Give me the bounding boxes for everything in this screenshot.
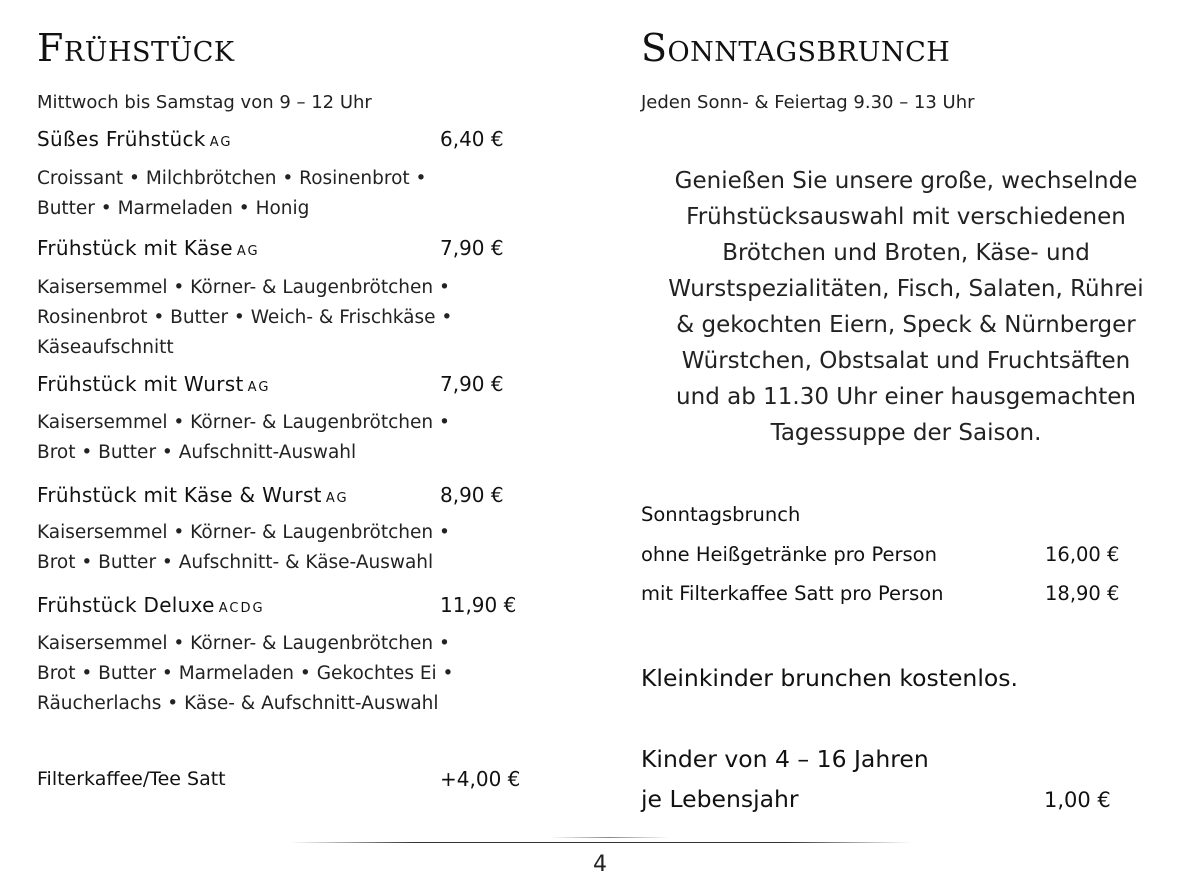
menu-item-title bbox=[37, 593, 265, 617]
brunch-hours: Jeden Sonn- & Feiertag 9.30 – 13 Uhr bbox=[641, 92, 975, 113]
menu-item-price: 7,90 € bbox=[440, 372, 504, 396]
intro-line: Genießen Sie unsere große, wechselnde bbox=[674, 168, 1138, 194]
allergen-codes: AG bbox=[247, 380, 271, 395]
menu-item-title bbox=[37, 372, 270, 396]
description-line: Rosinenbrot • Butter • Weich- & Frischkäse • bbox=[37, 307, 453, 328]
brunch-title: Sonntagsbrunch bbox=[641, 26, 951, 70]
intro-line: Frühstücksauswahl mit verschiedenen bbox=[686, 204, 1126, 230]
description-line: Brot • Butter • Aufschnitt- & Käse-Auswahl bbox=[37, 552, 434, 573]
brunch-description bbox=[641, 163, 1171, 451]
page-number: 4 bbox=[593, 852, 607, 877]
intro-line: Brötchen und Broten, Käse- und bbox=[722, 240, 1090, 266]
intro-line: Tagessuppe der Saison. bbox=[770, 420, 1042, 446]
menu-item-name: Frühstück Deluxe bbox=[37, 593, 215, 617]
description-line: Käseaufschnitt bbox=[37, 337, 174, 358]
menu-item-description bbox=[37, 164, 426, 224]
allergen-codes: AG bbox=[236, 244, 260, 259]
page-divider-accent bbox=[550, 837, 670, 838]
allergen-codes: AG bbox=[325, 491, 349, 506]
extra-drink-price: +4,00 € bbox=[440, 767, 521, 791]
menu-item-name: Süßes Frühstück bbox=[37, 127, 206, 151]
description-line: Kaisersemmel • Körner- & Laugenbrötchen • bbox=[37, 522, 450, 543]
menu-item-price: 11,90 € bbox=[440, 593, 517, 617]
breakfast-hours: Mittwoch bis Samstag von 9 – 12 Uhr bbox=[37, 92, 372, 113]
menu-item-name: Frühstück mit Wurst bbox=[37, 372, 244, 396]
menu-item-description bbox=[37, 518, 450, 578]
description-line: Kaisersemmel • Körner- & Laugenbrötchen • bbox=[37, 633, 450, 654]
toddlers-note: Kleinkinder brunchen kostenlos. bbox=[641, 664, 1018, 692]
description-line: Kaisersemmel • Körner- & Laugenbrötchen • bbox=[37, 277, 450, 298]
breakfast-title: Frühstück bbox=[37, 26, 235, 70]
description-line: Kaisersemmel • Körner- & Laugenbrötchen • bbox=[37, 412, 450, 433]
kids-price-value: 1,00 € bbox=[1044, 788, 1111, 812]
extra-drink-label: Filterkaffee/Tee Satt bbox=[37, 768, 226, 790]
description-line: Brot • Butter • Aufschnitt-Auswahl bbox=[37, 442, 357, 463]
kids-age-note: Kinder von 4 – 16 Jahren bbox=[641, 745, 929, 773]
menu-item-name: Frühstück mit Käse & Wurst bbox=[37, 483, 322, 507]
brunch-price-value: 16,00 € bbox=[1045, 543, 1120, 566]
page-divider bbox=[290, 842, 912, 843]
intro-line: Würstchen, Obstsalat und Fruchtsäften bbox=[681, 348, 1131, 374]
menu-item-title bbox=[37, 127, 232, 151]
menu-item-price: 8,90 € bbox=[440, 483, 504, 507]
allergen-codes: AG bbox=[209, 135, 233, 150]
kids-price-label: je Lebensjahr bbox=[641, 785, 799, 813]
menu-item-title bbox=[37, 236, 260, 260]
allergen-codes: ACDG bbox=[218, 601, 265, 616]
menu-item-price: 6,40 € bbox=[440, 127, 504, 151]
menu-item-description bbox=[37, 273, 452, 363]
menu-item-price: 7,90 € bbox=[440, 236, 504, 260]
intro-line: Wurstspezialitäten, Fisch, Salaten, Rührei bbox=[668, 276, 1144, 302]
menu-item-description bbox=[37, 408, 450, 468]
intro-line: und ab 11.30 Uhr einer hausgemachten bbox=[676, 384, 1136, 410]
menu-item-description bbox=[37, 629, 453, 719]
description-line: Croissant • Milchbrötchen • Rosinenbrot • bbox=[37, 168, 427, 189]
description-line: Räucherlachs • Käse- & Aufschnitt-Auswahl bbox=[37, 693, 439, 714]
brunch-price-value: 18,90 € bbox=[1045, 582, 1120, 605]
description-line: Brot • Butter • Marmeladen • Gekochtes Ei • bbox=[37, 663, 454, 684]
brunch-price-label: mit Filterkaffee Satt pro Person bbox=[641, 582, 944, 605]
description-line: Butter • Marmeladen • Honig bbox=[37, 198, 310, 219]
menu-item-name: Frühstück mit Käse bbox=[37, 236, 233, 260]
intro-line: & gekochten Eiern, Speck & Nürnberger bbox=[676, 312, 1136, 338]
brunch-price-heading: Sonntagsbrunch bbox=[641, 503, 801, 526]
menu-item-title bbox=[37, 483, 349, 507]
brunch-price-label: ohne Heißgetränke pro Person bbox=[641, 543, 937, 566]
